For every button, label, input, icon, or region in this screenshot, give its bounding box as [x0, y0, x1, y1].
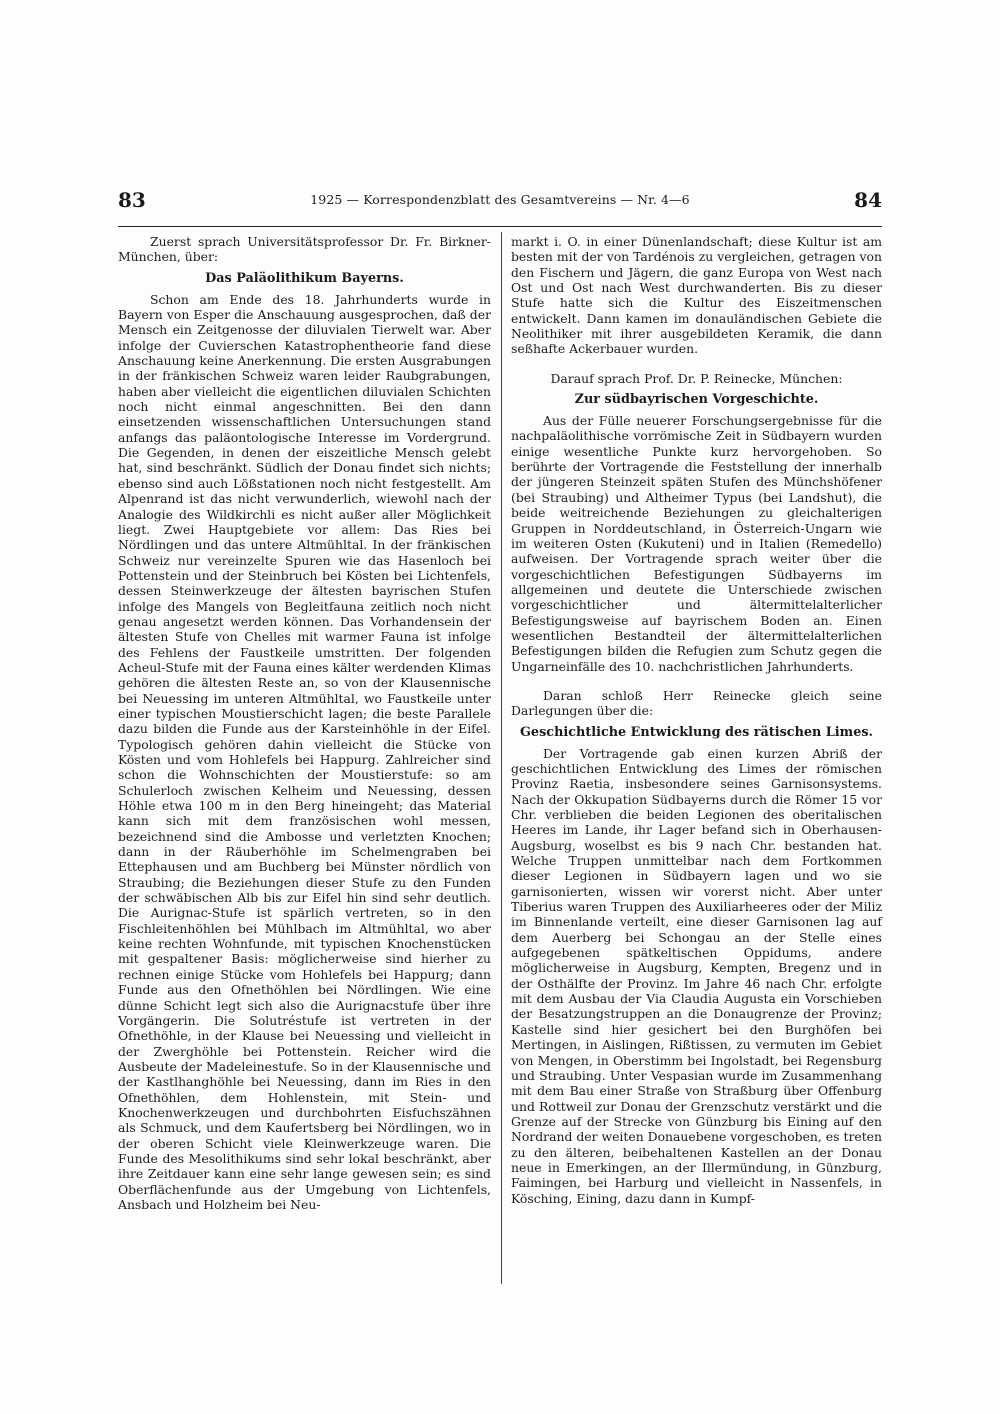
left-column — [118, 234, 491, 1212]
speaker-intro-limes: Daran schloß Herr Reinecke gleich seine Darlegungen über die: — [511, 687, 882, 719]
speaker-intro-reinecke: Darauf sprach Prof. Dr. P. Reinecke, München: — [550, 370, 843, 386]
section-heading-limes: Geschichtliche Entwicklung des rätischen Limes. — [520, 724, 873, 740]
page-header — [118, 188, 882, 214]
running-head: 1925 — Korrespondenzblatt des Gesamtvereins — Nr. 4—6 — [310, 192, 690, 207]
body-paragraph: Schon am Ende des 18. Jahrhunderts wurde in Bayern von Esper die Anschauung ausgesprochen, daß der Mensch ein Zeitgenosse der diluvialen Tierwelt war. Aber infolge der Cuvierschen Katastrophentheorie fand diese Anschauung keine Anerkennung. Die ersten Ausgrabungen in der fränkischen Schweiz waren leider Raubgrabungen, haben aber vielleicht die eigentlichen diluvialen Schichten noch nicht einmal angeschnitten. Bei den dann einsetzenden wissenschaftlichen Untersuchungen stand anfangs das paläontologische Interesse im Vordergrund. Die Gegenden, in denen der eiszeitliche Mensch gelebt hat, sind beschränkt. Südlich der Donau findet sich nichts; ebenso sind auch Lößstationen noch nicht festgestellt. Am Alpenrand ist das nicht verwunderlich, wiewohl nach der Analogie des Wildkirchli es nicht außer aller Möglichkeit liegt. Zwei Hauptgebiete vor allem: Das Ries bei Nördlingen und das untere Altmühltal. In der fränkischen Schweiz nur vereinzelte Spuren wie das Hasenloch bei Pottenstein und der Steinbruch bei Kösten bei Lichtenfels, dessen Steinwerkzeuge der ältesten bayrischen Stufen infolge des Mangels von Begleitfauna zeitlich noch nicht genau angesetzt werden können. Das Vorhandensein der ältesten Stufe von Chelles mit warmer Fauna ist infolge des Fehlens der Faustkeile umstritten. Der folgenden Acheul-Stufe mit der Fauna eines kälter werdenden Klimas gehören die ältesten Reste an, so von der Klausennische bei Neuessing im unteren Altmühltal, wo Faustkeile unter einer typischen Moustierschicht lagen; die beste Parallele dazu bilden die Funde aus der Karsteinhöhle in der Eifel. Typologisch gehören dahin vielleicht die Stücke von Kösten und vom Hohlefels bei Happurg. Zahlreicher sind schon die Wohnschichten der Moustierstufe: so am Schulerloch zwischen Kelheim und Neuessing, dessen Höhle etwa 100 m in den Berg hineingeht; das Material kann sich mit dem französischen wohl messen, bezeichnend sind die Ambosse und verletzten Knochen; dann in der Räuberhöhle im Schelmengraben bei Ettephausen und am Buchberg bei Münster nördlich von Straubing; die Beziehungen dieser Stufe zu den Funden der schwäbischen Alb bis zur Eifel hin sind sehr deutlich. Die Aurignac-Stufe ist spärlich vertreten, so in den Fischleitenhöhlen bei Mühlbach im Altmühltal, wo aber keine rechten Wohnfunde, mit typischen Knochenstücken mit gespaltener Basis: möglicherweise sind hierher zu rechnen einige Stücke vom Hohlefels bei Happurg; dann Funde aus den Ofnethöhlen bei Nördlingen. Wie eine dünne Schicht legt sich also die Aurignacstufe über ihre Vorgängerin. Die Solutréstufe ist vertreten in der Ofnethöhle, in der Klause bei Neuessing und vielleicht in der Zwerghöhle bei Pottenstein. Reicher wird die Ausbeute der Madeleinestufe. So in der Klausennische und der Kastlhanghöhle bei Neuessing, dann im Ries in den Ofnethöhlen, dem Hohlenstein, mit Stein- und Knochenwerkzeugen und durchbohrten Eisfuchszähnen als Schmuck, und dem Kaufertsberg bei Nördlingen, wo in der oberen Schicht viele Kleinwerkzeuge waren. Die Funde des Mesolithikums sind sehr lokal beschränkt, aber ihre Zeitdauer kann eine sehr lange gewesen sein; es sind Oberflächenfunde aus der Umgebung von Lichtenfels, Ansbach und Holzheim bei Neu- — [118, 291, 491, 1212]
column-divider — [501, 232, 502, 1284]
header-rule — [118, 226, 882, 227]
section-heading-palaeolithikum: Das Paläolithikum Bayerns. — [205, 270, 404, 286]
speaker-intro: Zuerst sprach Universitätsprofessor Dr. Fr. Birkner-München, über: — [118, 234, 491, 265]
page-number-left: 83 — [118, 188, 146, 212]
page-number-right: 84 — [854, 188, 882, 212]
right-column — [511, 234, 882, 1206]
body-paragraph: Aus der Fülle neuerer Forschungsergebnisse für die nachpaläolithische vorrömische Zeit in Südbayern wurden einige wesentliche Punkte kurz hervorgehoben. So berührte der Vortragende die Feststellung der innerhalb der jüngeren Steinzeit späten Stufen des Münchshöfener (bei Straubing) und Altheimer Typus (bei Landshut), die beide weitreichende Beziehungen zu gleichalterigen Gruppen in Norddeutschland, in Österreich-Ungarn wie im weiteren Osten (Kukuteni) und in Italien (Remedello) aufweisen. Der Vortragende sprach weiter über die vorgeschichtlichen Befestigungen Südbayerns im allgemeinen und deutete die Unterschiede zwischen vorgeschichtlicher und ältermittelalterlicher Befestigungsweise auf bayrischem Boden an. Einen wesentlichen Bestandteil der ältermittelalterlichen Befestigungen bilden die Refugien zum Schutz gegen die Ungarneinfälle des 10. nachchristlichen Jahrhunderts. — [511, 413, 882, 674]
body-paragraph-continuation: markt i. O. in einer Dünenlandschaft; diese Kultur ist am besten mit der von Tardénois zu vergleichen, getragen von den Fischern und Jägern, die ganz Europa von West nach Ost und Ost nach West durchwanderten. Bis zu dieser Stufe hatte sich die Kultur des Eiszeitmenschen entwickelt. Dann kamen im donauländischen Gebiete die Neolithiker mit ihrer ausgebildeten Keramik, die dann seßhafte Ackerbauer wurden. — [511, 234, 882, 357]
body-paragraph: Der Vortragende gab einen kurzen Abriß der geschichtlichen Entwicklung des Limes der römischen Provinz Raetia, insbesondere seines Garnisonsystems. Nach der Okkupation Südbayerns durch die Römer 15 vor Chr. verblieben die beiden Legionen des oberitalischen Heeres im Lande, ihr Lager befand sich in Oberhausen-Augsburg, woselbst es bis 9 nach Chr. bestanden hat. Welche Truppen unmittelbar nach dem Fortkommen dieser Legionen in Südbayern lagen und wo sie garnisonierten, wissen wir vorerst nicht. Aber unter Tiberius waren Truppen des Auxiliarheeres oder der Miliz im Binnenlande verteilt, eine dieser Garnisonen lag auf dem Auerberg bei Schongau an der Stelle eines aufgegebenen spätkeltischen Oppidums, andere möglicherweise in Augsburg, Kempten, Bregenz und in der Osthälfte der Provinz. Im Jahre 46 nach Chr. erfolgte mit dem Ausbau der Via Claudia Augusta ein Vorschieben der Besatzungstruppen an die Donaugrenze der Provinz; Kastelle sind hier gesichert bei den Burghöfen bei Mertingen, in Aislingen, Rißtissen, zu vermuten im Gebiet von Mengen, in Oberstimm bei Ingolstadt, bei Regensburg und Straubing. Unter Vespasian wurde im Zusammenhang mit dem Bau einer Straße von Straßburg über Offenburg und Rottweil zur Donau der Grenzschutz verstärkt und die Grenze auf der Strecke von Günzburg bis Eining auf den Nordrand der weiten Donauebene vorgeschoben, es treten zu den älteren, beibehaltenen Kastellen an der Donau neue in Emerkingen, an der Illermündung, in Günzburg, Faimingen, bei Harburg und vielleicht in Nassenfels, in Kösching, Eining, dazu dann in Kumpf- — [511, 745, 882, 1206]
section-heading-vorgeschichte: Zur südbayrischen Vorgeschichte. — [574, 392, 819, 408]
